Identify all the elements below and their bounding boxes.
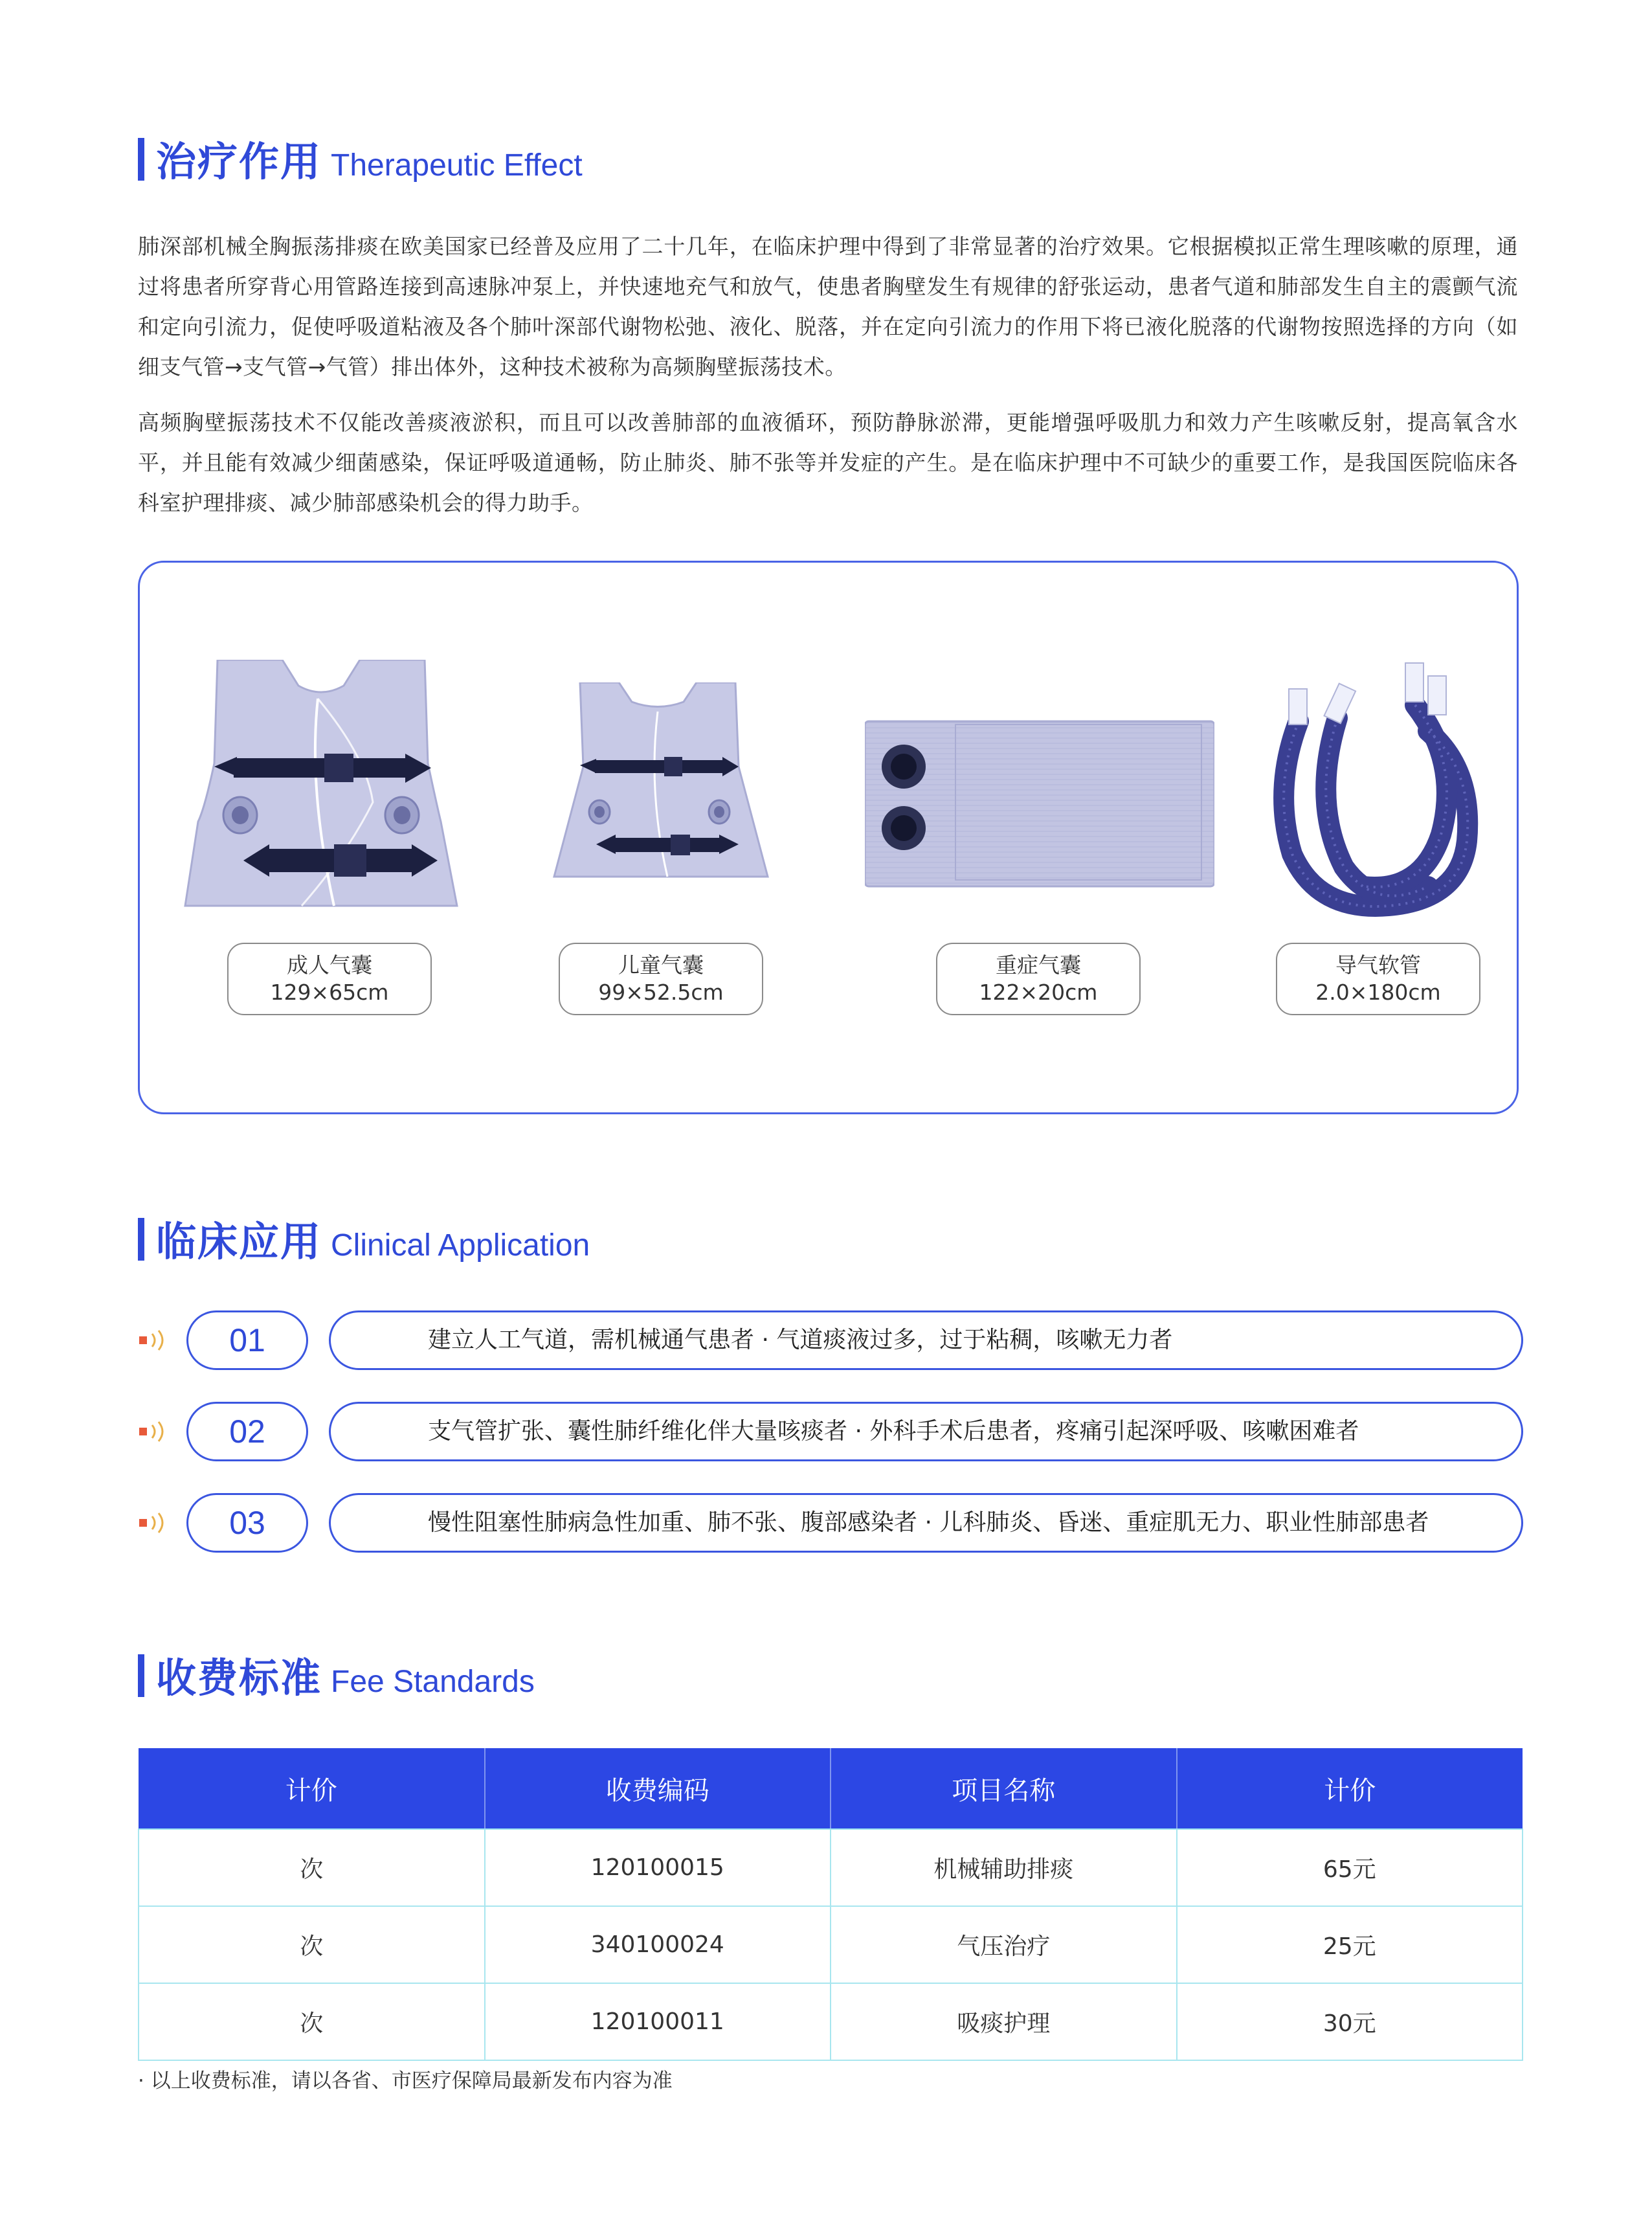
product-name: 重症气囊 — [996, 952, 1081, 978]
table-cell: 气压治疗 — [831, 1906, 1177, 1983]
title-bar — [138, 1218, 144, 1261]
title-bar — [138, 1654, 144, 1697]
product-label-critical — [936, 943, 1141, 1015]
item-number: 01 — [186, 1310, 308, 1370]
sound-wave-icon — [138, 1419, 177, 1445]
column-header: 计价 — [139, 1748, 485, 1829]
table-row — [139, 1906, 1523, 1983]
product-label-adult — [227, 943, 432, 1015]
table-row — [139, 1983, 1523, 2060]
item-number: 02 — [186, 1402, 308, 1461]
table-cell: 25元 — [1177, 1906, 1523, 1983]
therapeutic-paragraph-2: 高频胸壁振荡技术不仅能改善痰液淤积，而且可以改善肺部的血液循环，预防静脉淤滞，更能增强呼吸肌力和效力产生咳嗽反射，提高氧含水平，并且能有效减少细菌感染，保证呼吸道通畅，防止肺炎、肺不张等并发症的产生。是在临床护理中不可缺少的重要工作，是我国医院临床各科室护理排痰、减少肺部感染机会的得力助手。 — [138, 410, 1518, 515]
title-bar — [138, 138, 144, 181]
table-cell: 65元 — [1177, 1829, 1523, 1906]
air-hose-icon — [1266, 660, 1486, 921]
product-showcase — [138, 561, 1519, 1114]
product-size: 99×52.5cm — [598, 980, 724, 1005]
sound-wave-icon — [138, 1327, 177, 1353]
title-cn: 临床应用 — [156, 1218, 322, 1265]
sound-wave-icon — [138, 1510, 177, 1536]
fee-table — [138, 1748, 1523, 2061]
adult-vest-icon — [179, 660, 463, 915]
critical-wrap-icon — [865, 715, 1214, 892]
title-en: Clinical Application — [331, 1228, 590, 1263]
title-en: Fee Standards — [331, 1665, 535, 1699]
table-row — [139, 1829, 1523, 1906]
clinical-item — [138, 1310, 1523, 1370]
child-vest-icon — [544, 682, 777, 886]
clinical-item — [138, 1402, 1523, 1461]
product-label-child — [559, 943, 763, 1015]
product-name: 儿童气囊 — [618, 952, 704, 978]
item-text: 建立人工气道，需机械通气患者 · 气道痰液过多，过于粘稠，咳嗽无力者 — [329, 1310, 1523, 1370]
title-cn: 治疗作用 — [156, 138, 322, 185]
product-size: 129×65cm — [270, 980, 389, 1005]
item-text: 支气管扩张、囊性肺纤维化伴大量咳痰者 · 外科手术后患者，疼痛引起深呼吸、咳嗽困难者 — [329, 1402, 1523, 1461]
section-title-fee — [138, 1646, 535, 1703]
table-header-row — [139, 1748, 1523, 1829]
column-header: 收费编码 — [485, 1748, 831, 1829]
table-cell: 机械辅助排痰 — [831, 1829, 1177, 1906]
product-name: 导气软管 — [1335, 952, 1421, 978]
column-header: 计价 — [1177, 1748, 1523, 1829]
clinical-item — [138, 1493, 1523, 1553]
table-cell: 次 — [139, 1906, 485, 1983]
section-title-therapeutic — [138, 129, 583, 187]
column-header: 项目名称 — [831, 1748, 1177, 1829]
product-name: 成人气囊 — [287, 952, 372, 978]
product-label-hose — [1276, 943, 1480, 1015]
table-cell: 120100011 — [485, 1983, 831, 2060]
table-cell: 次 — [139, 1983, 485, 2060]
section-title-clinical — [138, 1209, 590, 1267]
table-cell: 120100015 — [485, 1829, 831, 1906]
table-cell: 340100024 — [485, 1906, 831, 1983]
title-en: Therapeutic Effect — [331, 148, 583, 183]
fee-note: · 以上收费标准，请以各省、市医疗保障局最新发布内容为准 — [138, 2069, 673, 2093]
table-cell: 次 — [139, 1829, 485, 1906]
product-size: 122×20cm — [979, 980, 1098, 1005]
item-text: 慢性阻塞性肺病急性加重、肺不张、腹部感染者 · 儿科肺炎、昏迷、重症肌无力、职业性肺部患者 — [329, 1493, 1523, 1553]
product-size: 2.0×180cm — [1315, 980, 1441, 1005]
therapeutic-paragraph-1: 肺深部机械全胸振荡排痰在欧美国家已经普及应用了二十几年，在临床护理中得到了非常显著的治疗效果。它根据模拟正常生理咳嗽的原理，通过将患者所穿背心用管路连接到高速脉冲泵上，并快速地充气和放气，使患者胸壁发生有规律的舒张运动，患者气道和肺部发生自主的震颤气流和定向引流力，促使呼吸道粘液及各个肺叶深部代谢物松弛、液化、脱落，并在定向引流力的作用下将已液化脱落的代谢物按照选择的方向（如细支气管→支气管→气管）排出体外，这种技术被称为高频胸壁振荡技术。 — [138, 234, 1518, 379]
table-cell: 吸痰护理 — [831, 1983, 1177, 2060]
title-cn: 收费标准 — [156, 1654, 322, 1702]
item-number: 03 — [186, 1493, 308, 1553]
table-cell: 30元 — [1177, 1983, 1523, 2060]
